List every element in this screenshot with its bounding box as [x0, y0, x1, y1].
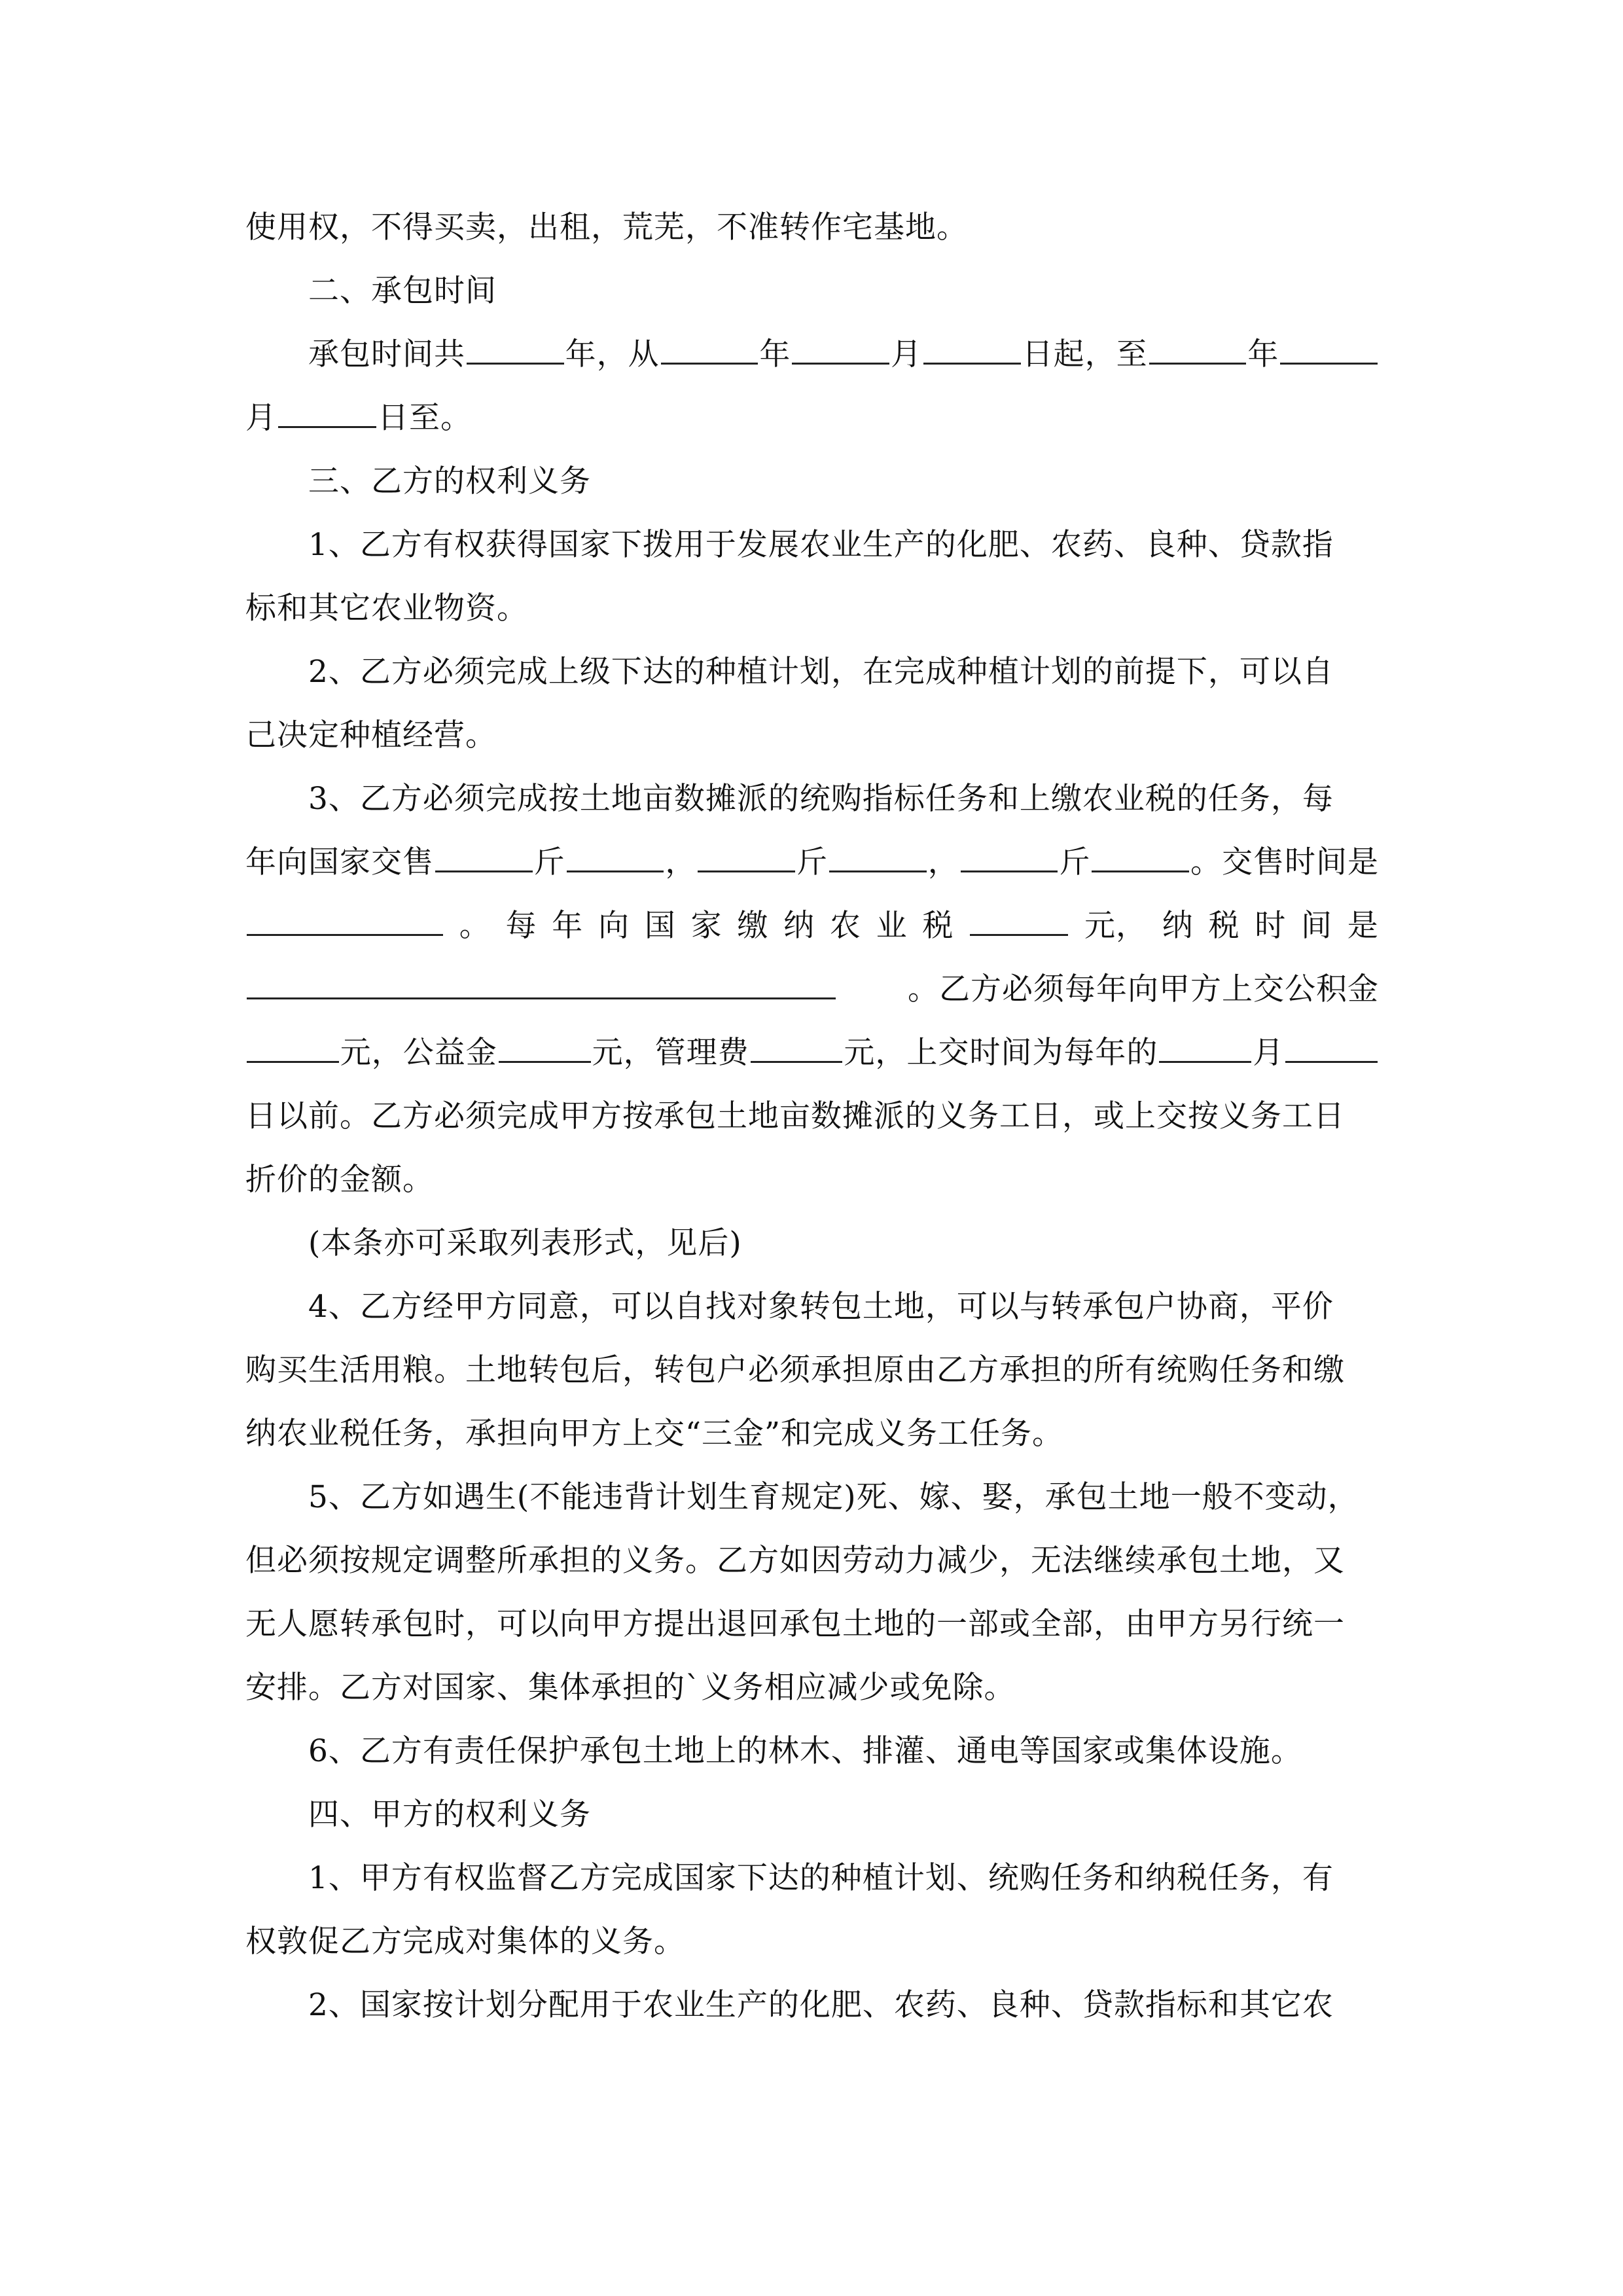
tax-line: 。 每 年 向 国 家 缴 纳 农 业 税 元， 纳 税 时 间 是: [245, 895, 1379, 958]
body-line: 标和其它农业物资。: [245, 590, 528, 626]
fill-blank: [1092, 847, 1189, 872]
body-line: 权敦促乙方完成对集体的义务。: [245, 1924, 685, 1960]
fill-blank: [567, 847, 664, 872]
quota-sales-line: 年向国家交售 斤 ， 斤 ， 斤 。交售时间是: [245, 844, 1380, 880]
fill-blank: [661, 339, 758, 365]
accumulation-fund-line: 。乙方必须每年向甲方上交公积金: [245, 958, 1379, 1021]
fill-blank: [923, 339, 1021, 365]
fill-blank: [1285, 1037, 1378, 1063]
fill-blank: [247, 974, 836, 999]
section-heading-party-a-rights: 四、甲方的权利义务: [308, 1797, 591, 1833]
body-line: 纳农业税任务，承担向甲方上交“三金”和完成义务工任务。: [245, 1416, 1064, 1452]
fill-blank: [698, 847, 795, 872]
body-line: 6、乙方有责任保护承包土地上的林木、排灌、通电等国家或集体设施。: [308, 1733, 1302, 1769]
note-line: (本条亦可采取列表形式，见后): [308, 1225, 742, 1261]
fill-blank: [435, 847, 533, 872]
fill-blank: [1159, 1037, 1251, 1063]
body-line: 2、乙方必须完成上级下达的种植计划，在完成种植计划的前提下，可以自: [308, 654, 1334, 690]
body-line: 己决定种植经营。: [245, 717, 497, 753]
body-line: 2、国家按计划分配用于农业生产的化肥、农药、良种、贷款指标和其它农: [308, 1987, 1334, 2023]
body-line: 购买生活用粮。土地转包后，转包户必须承担原由乙方承担的所有统购任务和缴: [245, 1352, 1345, 1388]
fill-blank: [961, 847, 1058, 872]
fill-blank: [467, 339, 564, 365]
fill-blank: [247, 910, 443, 936]
section-heading-contract-period: 二、承包时间: [308, 273, 497, 309]
contract-period-line: 承包时间共 年，从 年 月 日起，至 年: [245, 323, 1379, 386]
body-line: 但必须按规定调整所承担的义务。乙方如因劳动力减少，无法继续承包土地，又: [245, 1543, 1345, 1579]
fees-line: 元，公益金 元，管理费 元，上交时间为每年的 月: [245, 1022, 1379, 1085]
fill-blank: [1149, 339, 1247, 365]
fill-blank: [970, 910, 1068, 936]
fill-blank: [751, 1037, 843, 1063]
body-line: 使用权，不得买卖，出租，荒芜，不准转作宅基地。: [245, 209, 968, 245]
fill-blank: [1280, 339, 1378, 365]
fill-blank: [829, 847, 927, 872]
body-line: 1、乙方有权获得国家下拨用于发展农业生产的化肥、农药、良种、贷款指: [308, 527, 1334, 563]
contract-period-line-end: 月 日至。: [245, 400, 472, 436]
section-heading-party-b-rights: 三、乙方的权利义务: [308, 463, 591, 499]
fill-blank: [247, 1037, 339, 1063]
body-line: 5、乙方如遇生(不能违背计划生育规定)死、嫁、娶，承包土地一般不变动，: [308, 1479, 1359, 1515]
body-line: 1、甲方有权监督乙方完成国家下达的种植计划、统购任务和纳税任务，有: [308, 1860, 1334, 1896]
body-line: 无人愿转承包时，可以向甲方提出退回承包土地的一部或全部，由甲方另行统一: [245, 1606, 1345, 1642]
body-line: 折价的金额。: [245, 1162, 434, 1198]
fill-blank: [278, 403, 376, 428]
body-line: 安排。乙方对国家、集体承担的`义务相应减少或免除。: [245, 1670, 1016, 1706]
fill-blank: [499, 1037, 591, 1063]
body-line: 3、乙方必须完成按土地亩数摊派的统购指标任务和上缴农业税的任务，每: [308, 781, 1334, 817]
fill-blank: [792, 339, 889, 365]
body-line: 4、乙方经甲方同意，可以自找对象转包土地，可以与转承包户协商，平价: [308, 1289, 1334, 1325]
body-line: 日以前。乙方必须完成甲方按承包土地亩数摊派的义务工日，或上交按义务工日: [245, 1098, 1345, 1134]
